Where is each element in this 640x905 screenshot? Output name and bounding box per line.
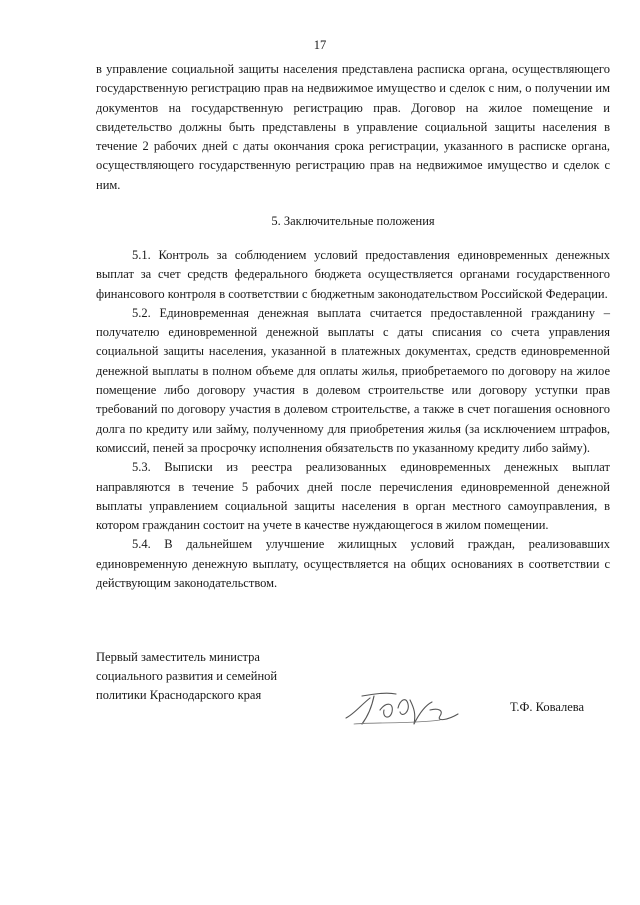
intro-block (96, 60, 610, 195)
signatory-title-line: политики Краснодарского края (96, 688, 262, 702)
page-number: 17 (313, 38, 327, 52)
intro-paragraph: в управление социальной защиты населения представлена расписка органа, осуществляющего государственную регистрацию прав на недвижимое имущество и сделок с ним, о получении им документов на государственную регистрацию прав. Договор на жилое помещение и свидетельство должны быть представлены в управление социальной защиты населения в течение 2 рабочих дней с даты окончания срока регистрации, указанного в расписке органа, осуществляющего государственную регистрацию прав на недвижимое имущество и сделок с ним. (96, 62, 610, 192)
signatory-title (96, 648, 326, 705)
paragraph-5-3: 5.3. Выписки из реестра реализованных единовременных денежных выплат направляются в течение 5 рабочих дней после перечисления единовременной денежной выплаты управлением социальной защиты населения в орган местного самоуправления, в котором гражданин состоит на учете в качестве нуждающегося в жилом помещении. (96, 460, 610, 533)
signatory-title-line: Первый заместитель министра (96, 650, 260, 664)
paragraph-5-1: 5.1. Контроль за соблюдением условий предоставления единовременных денежных выплат за счет средств федерального бюджета осуществляется органами государственного финансового контроля в соответствии с бюджетным законодательством Российской Федерации. (96, 248, 610, 301)
paragraph-5-4: 5.4. В дальнейшем улучшение жилищных условий граждан, реализовавших единовременную денежную выплату, осуществляется на общих основаниях в соответствии с действующим законодательством. (96, 537, 610, 591)
section-heading: 5. Заключительные положения (271, 214, 435, 228)
signatory-title-line: социального развития и семейной (96, 669, 278, 683)
signer-name: Т.Ф. Ковалева (510, 700, 585, 714)
section-body (96, 246, 610, 593)
handwritten-signature (340, 684, 470, 734)
paragraph-5-2: 5.2. Единовременная денежная выплата считается предоставленной гражданину – получателю единовременной денежной выплаты с даты списания со счета управления социальной защиты населения, указанной в платежных документах, средств единовременной денежной выплаты в полном объеме для оплаты жилья, приобретаемого по договору на жилое помещение либо договору участия в долевом строительстве или договору уступки прав требований по договору участия в долевом строительстве, а также в счет погашения основного долга по кредиту или займу, полученному для приобретения жилья (за исключением штрафов, комиссий, пеней за просрочку исполнения обязательств по указанному кредиту либо займу). (96, 305, 610, 455)
